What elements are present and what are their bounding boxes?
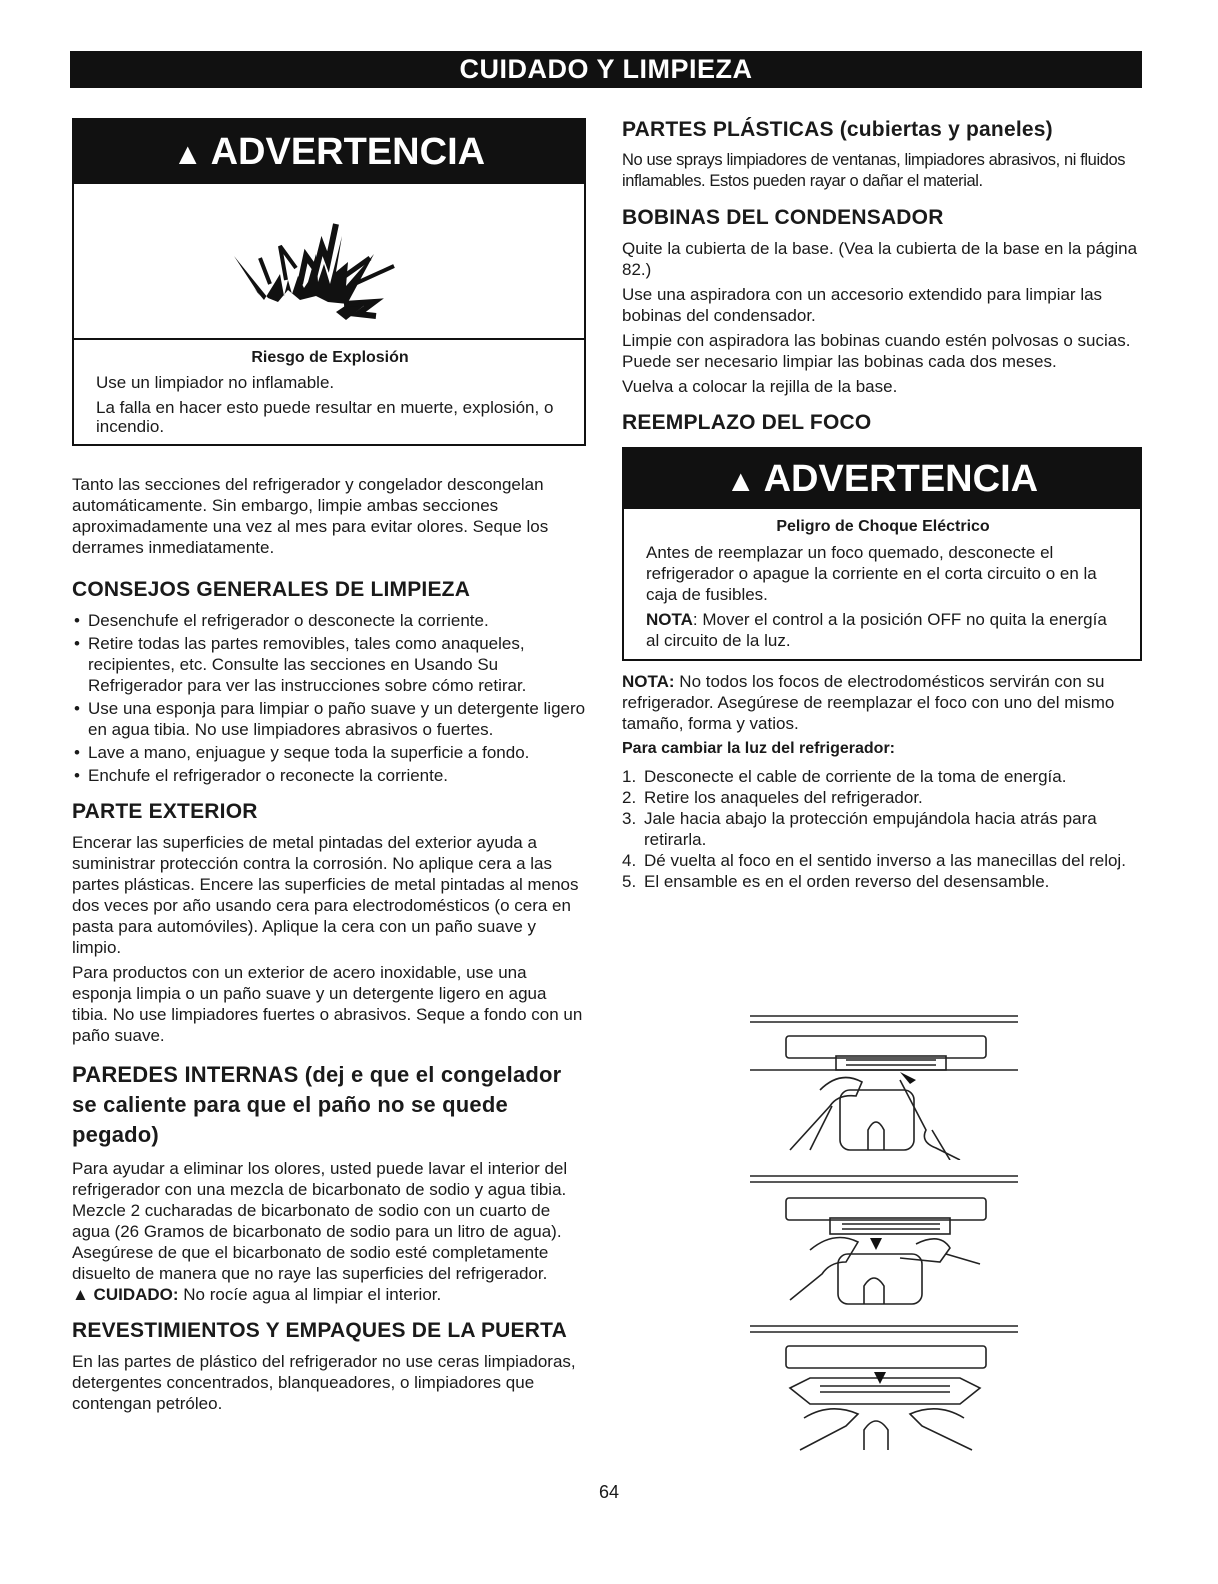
section-heading: REVESTIMIENTOS Y EMPAQUES DE LA PUERTA [72,1319,567,1342]
intro-paragraph: Tanto las secciones del refrigerador y congelador descongelan automáticamente. Sin embargo, limpie ambas secciones aproximadamente una vez al mes para evitar olores. Seque los derrames inmediatamente. [72,475,549,557]
list-item: 4. Dé vuelta al foco en el sentido inverso a las manecillas del reloj. [622,851,1126,870]
section-heading: PARTES PLÁSTICAS (cubiertas y paneles) [622,118,1053,141]
paragraph: No use sprays limpiadores de ventanas, limpiadores abrasivos, ni fluidos inflamables. Estos pueden rayar o dañar el material. [622,151,1126,190]
bulb-step-illustration-1 [750,1010,1020,1160]
caution-text: No rocíe agua al limpiar el interior. [178,1285,442,1304]
list-item: • Enchufe el refrigerador o reconecte la corriente. [72,765,586,786]
list-item: • Desenchufe el refrigerador o desconecte la corriente. [72,610,586,631]
paragraph: Encerar las superficies de metal pintadas del exterior ayuda a suministrar protección contra la corrosión. No aplique cera a las partes plásticas. Encere las superficies de metal pintadas al menos dos veces por año usando cera para electrodomésticos (o cera en pasta para automóviles). Aplique la cera con un paño suave y limpio. [72,833,579,957]
note-text: No todos los focos de electrodomésticos servirán con su refrigerador. Asegúrese de reemplazar el foco con uno del mismo tamaño, forma y vatios. [622,672,1115,733]
warning-body [624,509,1140,659]
paragraph: Para productos con un exterior de acero inoxidable, use una esponja limpia o un paño suave y un detergente ligero en agua tibia. No use limpiadores fuertes o abrasivos. Seque a fondo con un paño suave. [72,963,583,1045]
section-heading: PAREDES INTERNAS (dej e que el congelador se caliente para que el paño no se quede pegado) [72,1062,562,1147]
paragraph: En las partes de plástico del refrigerador no use ceras limpiadoras, detergentes concentrados, blanqueadores, o limpiadores que contengan petróleo. [72,1352,576,1413]
steps-list [622,766,1142,892]
warning-header [74,120,584,184]
warning-note [646,609,1120,651]
shock-warning-box [622,447,1142,661]
caution-label: ▲ CUIDADO: [72,1285,179,1304]
warning-header [624,449,1140,509]
warning-header-text: ADVERTENCIA [763,458,1039,500]
warning-text: Use un limpiador no inflamable. [96,373,335,392]
note-paragraph [622,671,1142,734]
warning-text: Antes de reemplazar un foco quemado, desconecte el refrigerador o apague la corriente en el corta circuito o en la caja de fusibles. [646,543,1097,604]
steps-title: Para cambiar la luz del refrigerador: [622,740,895,757]
left-column [72,118,586,1418]
note-label: NOTA [646,610,693,629]
paragraph: Para ayudar a eliminar los olores, usted puede lavar el interior del refrigerador con una mezcla de bicarbonato de sodio y agua tibia. Mezcle 2 cucharadas de bicarbonato de sodio con un cuarto de agua (26 Gramos de bicarbonato de sodio para un litro de agua). Asegúrese de que el bicarbonato de sodio esté completamente disuelto de manera que no raye las superficies del refrigerador. [72,1159,568,1283]
note-label: NOTA: [622,672,675,691]
paragraph: Use una aspiradora con un accesorio extendido para limpiar las bobinas del condensador. [622,285,1103,325]
list-item: 1. Desconecte el cable de corriente de la toma de energía. [622,767,1067,786]
list-item: 5. El ensamble es en el orden reverso del desensamble. [622,872,1050,891]
section-heading: REEMPLAZO DEL FOCO [622,411,872,434]
warning-triangle-icon: ▲ [172,138,203,171]
page-number: 64 [598,1482,620,1502]
warning-text: La falla en hacer esto puede resultar en muerte, explosión, o incendio. [96,398,554,436]
list-item: 3. Jale hacia abajo la protección empujándola hacia atrás para retirarla. [622,809,1097,849]
list-item: 2. Retire los anaqueles del refrigerador. [622,788,923,807]
warning-triangle-icon: ▲ [725,465,756,498]
paragraph: Vuelva a colocar la rejilla de la base. [622,377,898,396]
paragraph: Limpie con aspiradora las bobinas cuando estén polvosas o sucias. Puede ser necesario limpiar las bobinas cada dos meses. [622,331,1131,371]
paragraph: Quite la cubierta de la base. (Vea la cubierta de la base en la página 82.) [622,239,1138,279]
note-text: : Mover el control a la posición OFF no quita la energía al circuito de la luz. [646,610,1107,650]
section-heading: PARTE EXTERIOR [72,800,258,823]
list-item: • Retire todas las partes removibles, tales como anaqueles, recipientes, etc. Consulte las secciones en Usando Su Refrigerador para ver las instrucciones sobre cómo retirar. [72,633,586,696]
section-heading: CONSEJOS GENERALES DE LIMPIEZA [72,578,471,601]
warning-header-text: ADVERTENCIA [210,131,486,173]
explosion-warning-box [72,118,586,446]
right-column [622,118,1142,892]
list-item: • Use una esponja para limpiar o paño suave y un detergente ligero en agua tibia. No use limpiadores abrasivos o fuertes. [72,698,586,740]
page-banner: CUIDADO Y LIMPIEZA [70,51,1142,88]
caution-paragraph [72,1284,586,1305]
warning-body [74,340,584,444]
bulb-step-illustration-3 [750,1322,1020,1452]
cleaning-tips-list [72,610,586,786]
section-heading: BOBINAS DEL CONDENSADOR [622,206,944,229]
warning-title: Peligro de Choque Eléctrico [776,518,990,535]
list-item: • Lave a mano, enjuague y seque toda la superficie a fondo. [72,742,586,763]
explosion-icon [74,184,584,340]
bulb-step-illustration-2 [750,1170,1020,1310]
warning-title: Riesgo de Explosión [251,349,409,366]
